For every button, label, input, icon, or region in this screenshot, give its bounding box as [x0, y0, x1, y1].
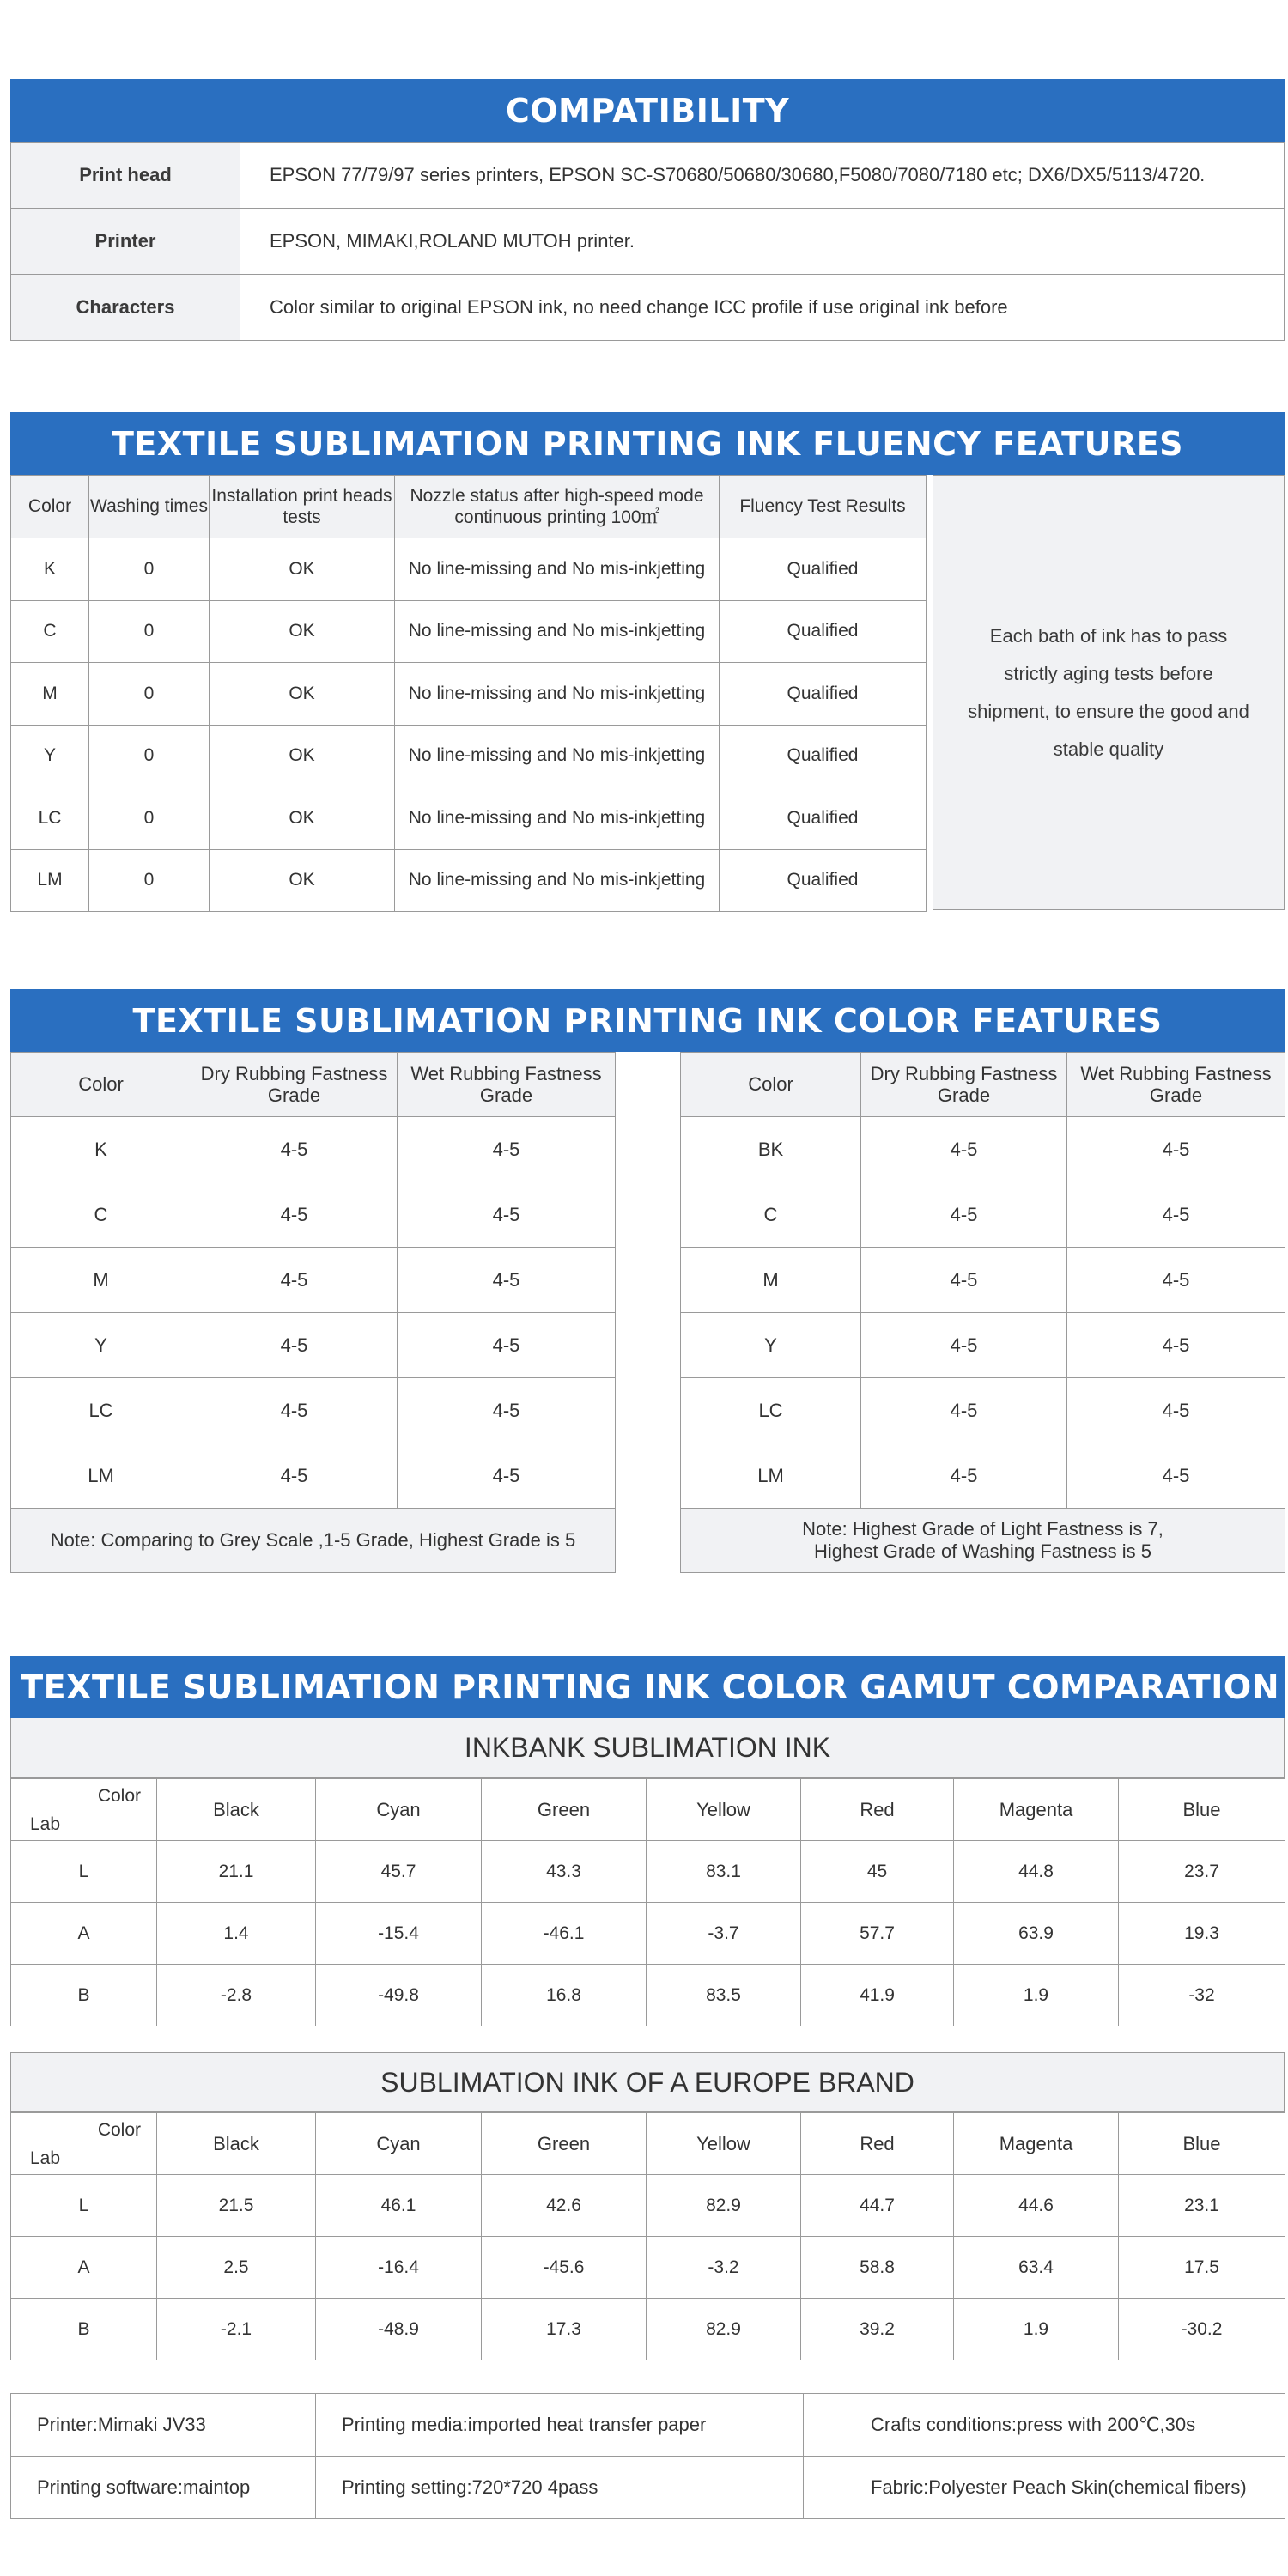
- table-cell: 4-5: [861, 1313, 1067, 1378]
- table-row: [681, 1117, 1285, 1182]
- column-header: Nozzle status after high-speed mode continuous printing 100㎡: [395, 476, 720, 538]
- table-cell: 4-5: [861, 1182, 1067, 1248]
- corner-color-label: Color: [97, 1786, 141, 1806]
- table-cell: Y: [11, 1313, 191, 1378]
- table-cell: OK: [210, 538, 395, 601]
- table-cell: LM: [11, 849, 89, 912]
- corner-lab-label: Lab: [30, 2148, 61, 2168]
- grey-scale-note: Note: Comparing to Grey Scale ,1-5 Grade, Highest Grade is 5: [11, 1509, 616, 1573]
- condition-cell: Fabric:Polyester Peach Skin(chemical fibers): [804, 2457, 1285, 2519]
- table-cell: 63.9: [954, 1903, 1119, 1965]
- lab-label: B: [11, 2299, 157, 2360]
- lab-label: A: [11, 2237, 157, 2299]
- table-cell: 45.7: [316, 1841, 482, 1903]
- column-header: Color: [681, 1053, 861, 1117]
- condition-cell: Printing media:imported heat transfer paper: [316, 2394, 804, 2457]
- table-cell: 21.5: [157, 2175, 316, 2237]
- table-row: [11, 275, 1285, 341]
- column-header: Green: [482, 2113, 647, 2175]
- table-cell: -15.4: [316, 1903, 482, 1965]
- table-row: [11, 1841, 1285, 1903]
- table-cell: -2.8: [157, 1965, 316, 2026]
- table-cell: OK: [210, 725, 395, 787]
- table-row: [11, 1378, 616, 1443]
- table-note-row: [681, 1509, 1285, 1573]
- column-header: Installation print heads tests: [210, 476, 395, 538]
- column-header: Magenta: [954, 2113, 1119, 2175]
- fluency-table: [10, 475, 927, 912]
- color-features-title: TEXTILE SUBLIMATION PRINTING INK COLOR FEATURES: [10, 989, 1285, 1052]
- column-header: Fluency Test Results: [720, 476, 927, 538]
- table-row: [11, 1443, 616, 1509]
- table-cell: Qualified: [720, 600, 927, 663]
- table-cell: -30.2: [1119, 2299, 1285, 2360]
- corner-header: [11, 1779, 157, 1841]
- gamut-section: [10, 1656, 1285, 2360]
- table-cell: 4-5: [398, 1313, 616, 1378]
- table-row: [11, 1248, 616, 1313]
- table-row: [11, 2299, 1285, 2360]
- table-cell: Qualified: [720, 725, 927, 787]
- table-cell: 1.9: [954, 1965, 1119, 2026]
- table-cell: 4-5: [861, 1443, 1067, 1509]
- table-cell: 0: [89, 725, 210, 787]
- table-row: [11, 1313, 616, 1378]
- table-cell: C: [11, 600, 89, 663]
- table-cell: 23.1: [1119, 2175, 1285, 2237]
- table-cell: 4-5: [1067, 1313, 1285, 1378]
- table-cell: Qualified: [720, 849, 927, 912]
- table-cell: -3.7: [647, 1903, 801, 1965]
- table-cell: 83.5: [647, 1965, 801, 2026]
- table-header-row: [11, 1053, 616, 1117]
- table-cell: 1.9: [954, 2299, 1119, 2360]
- row-value: EPSON 77/79/97 series printers, EPSON SC-S70680/50680/30680,F5080/7080/7180 etc; DX6/DX5/5113/4720.: [240, 143, 1285, 209]
- table-cell: 4-5: [1067, 1443, 1285, 1509]
- table-cell: 83.1: [647, 1841, 801, 1903]
- corner-color-label: Color: [97, 2120, 141, 2140]
- table-cell: 63.4: [954, 2237, 1119, 2299]
- table-cell: 44.6: [954, 2175, 1119, 2237]
- table-cell: 4-5: [191, 1378, 398, 1443]
- table-cell: M: [11, 663, 89, 726]
- table-cell: 82.9: [647, 2299, 801, 2360]
- table-cell: -46.1: [482, 1903, 647, 1965]
- table-cell: No line-missing and No mis-inkjetting: [395, 600, 720, 663]
- inkbank-title: INKBANK SUBLIMATION INK: [10, 1718, 1285, 1778]
- table-row: [11, 849, 927, 912]
- table-cell: No line-missing and No mis-inkjetting: [395, 663, 720, 726]
- table-cell: 46.1: [316, 2175, 482, 2237]
- table-cell: No line-missing and No mis-inkjetting: [395, 787, 720, 850]
- table-cell: 17.3: [482, 2299, 647, 2360]
- table-cell: 39.2: [801, 2299, 954, 2360]
- column-header: Yellow: [647, 1779, 801, 1841]
- table-cell: Qualified: [720, 538, 927, 601]
- row-value: EPSON, MIMAKI,ROLAND MUTOH printer.: [240, 209, 1285, 275]
- table-row: [11, 538, 927, 601]
- table-cell: -32: [1119, 1965, 1285, 2026]
- table-row: [11, 2457, 1285, 2519]
- table-cell: 44.8: [954, 1841, 1119, 1903]
- table-cell: -16.4: [316, 2237, 482, 2299]
- column-header: Dry Rubbing Fastness Grade: [861, 1053, 1067, 1117]
- table-cell: 44.7: [801, 2175, 954, 2237]
- column-header: Black: [157, 1779, 316, 1841]
- column-header: Yellow: [647, 2113, 801, 2175]
- table-cell: LC: [681, 1378, 861, 1443]
- condition-cell: Crafts conditions:press with 200℃,30s: [804, 2394, 1285, 2457]
- compatibility-title: COMPATIBILITY: [10, 79, 1285, 142]
- table-row: [681, 1443, 1285, 1509]
- rubbing-fastness-table-right: [680, 1052, 1285, 1573]
- column-header: Green: [482, 1779, 647, 1841]
- table-cell: Y: [681, 1313, 861, 1378]
- table-cell: 4-5: [1067, 1378, 1285, 1443]
- table-cell: OK: [210, 787, 395, 850]
- table-cell: No line-missing and No mis-inkjetting: [395, 849, 720, 912]
- quality-note: Each bath of ink has to pass strictly aging tests before shipment, to ensure the good and stable quality: [933, 475, 1285, 910]
- table-cell: 57.7: [801, 1903, 954, 1965]
- column-header: Cyan: [316, 2113, 482, 2175]
- table-cell: 1.4: [157, 1903, 316, 1965]
- table-cell: 4-5: [191, 1443, 398, 1509]
- fastness-note-line2: Highest Grade of Washing Fastness is 5: [814, 1540, 1151, 1562]
- fluency-title: TEXTILE SUBLIMATION PRINTING INK FLUENCY FEATURES: [10, 412, 1285, 475]
- table-cell: 4-5: [861, 1117, 1067, 1182]
- table-cell: 21.1: [157, 1841, 316, 1903]
- table-cell: 43.3: [482, 1841, 647, 1903]
- row-value: Color similar to original EPSON ink, no need change ICC profile if use original ink before: [240, 275, 1285, 341]
- table-cell: LM: [681, 1443, 861, 1509]
- gamut-title: TEXTILE SUBLIMATION PRINTING INK COLOR GAMUT COMPARATION: [10, 1656, 1285, 1718]
- table-cell: OK: [210, 600, 395, 663]
- table-cell: -49.8: [316, 1965, 482, 2026]
- table-cell: 45: [801, 1841, 954, 1903]
- europe-title: SUBLIMATION INK OF A EUROPE BRAND: [10, 2052, 1285, 2112]
- europe-gamut-table: [10, 2112, 1285, 2360]
- fluency-section: [10, 412, 1285, 912]
- table-cell: 0: [89, 600, 210, 663]
- table-row: [11, 1117, 616, 1182]
- table-cell: 41.9: [801, 1965, 954, 2026]
- table-cell: -45.6: [482, 2237, 647, 2299]
- compatibility-section: [10, 79, 1285, 341]
- inkbank-gamut-table: [10, 1778, 1285, 2026]
- table-row: [11, 600, 927, 663]
- table-row: [11, 2237, 1285, 2299]
- column-header: Cyan: [316, 1779, 482, 1841]
- fastness-note-line1: Note: Highest Grade of Light Fastness is 7,: [802, 1517, 1163, 1540]
- table-cell: M: [11, 1248, 191, 1313]
- column-header: Red: [801, 2113, 954, 2175]
- table-row: [681, 1248, 1285, 1313]
- column-header: Blue: [1119, 1779, 1285, 1841]
- table-cell: K: [11, 1117, 191, 1182]
- corner-header: [11, 2113, 157, 2175]
- table-cell: No line-missing and No mis-inkjetting: [395, 725, 720, 787]
- table-cell: 4-5: [1067, 1117, 1285, 1182]
- table-header-row: [11, 1779, 1285, 1841]
- table-cell: LM: [11, 1443, 191, 1509]
- column-header: Wet Rubbing Fastness Grade: [398, 1053, 616, 1117]
- rubbing-fastness-table-left: [10, 1052, 616, 1573]
- column-header: Blue: [1119, 2113, 1285, 2175]
- fastness-note: [681, 1509, 1285, 1573]
- table-cell: 16.8: [482, 1965, 647, 2026]
- table-cell: 0: [89, 538, 210, 601]
- color-features-section: [10, 989, 1285, 1573]
- lab-label: A: [11, 1903, 157, 1965]
- table-cell: 19.3: [1119, 1903, 1285, 1965]
- column-header: Dry Rubbing Fastness Grade: [191, 1053, 398, 1117]
- condition-cell: Printing setting:720*720 4pass: [316, 2457, 804, 2519]
- lab-label: L: [11, 1841, 157, 1903]
- table-row: [681, 1313, 1285, 1378]
- table-cell: OK: [210, 849, 395, 912]
- lab-label: L: [11, 2175, 157, 2237]
- table-cell: 4-5: [191, 1248, 398, 1313]
- column-header: Black: [157, 2113, 316, 2175]
- table-cell: 4-5: [191, 1182, 398, 1248]
- table-row: [11, 143, 1285, 209]
- table-cell: 2.5: [157, 2237, 316, 2299]
- table-cell: 23.7: [1119, 1841, 1285, 1903]
- column-header: Color: [11, 476, 89, 538]
- column-header: Wet Rubbing Fastness Grade: [1067, 1053, 1285, 1117]
- test-conditions-table: [10, 2393, 1285, 2519]
- table-cell: -48.9: [316, 2299, 482, 2360]
- table-cell: K: [11, 538, 89, 601]
- row-label: Printer: [11, 209, 240, 275]
- table-cell: 4-5: [398, 1117, 616, 1182]
- table-cell: 58.8: [801, 2237, 954, 2299]
- europe-block: [10, 2052, 1285, 2360]
- table-row: [11, 2394, 1285, 2457]
- table-cell: No line-missing and No mis-inkjetting: [395, 538, 720, 601]
- table-cell: OK: [210, 663, 395, 726]
- table-cell: 17.5: [1119, 2237, 1285, 2299]
- table-row: [681, 1378, 1285, 1443]
- table-cell: 0: [89, 787, 210, 850]
- table-cell: 42.6: [482, 2175, 647, 2237]
- table-header-row: [681, 1053, 1285, 1117]
- table-header-row: [11, 2113, 1285, 2175]
- table-cell: LC: [11, 787, 89, 850]
- table-row: [11, 209, 1285, 275]
- table-row: [11, 2175, 1285, 2237]
- compatibility-table: [10, 142, 1285, 341]
- condition-cell: Printing software:maintop: [11, 2457, 316, 2519]
- table-cell: BK: [681, 1117, 861, 1182]
- table-cell: Qualified: [720, 663, 927, 726]
- table-cell: 0: [89, 849, 210, 912]
- table-cell: 4-5: [191, 1117, 398, 1182]
- table-cell: Y: [11, 725, 89, 787]
- table-cell: -3.2: [647, 2237, 801, 2299]
- column-header: Red: [801, 1779, 954, 1841]
- table-header-row: [11, 476, 927, 538]
- table-note-row: [11, 1509, 616, 1573]
- table-cell: -2.1: [157, 2299, 316, 2360]
- table-row: [11, 1965, 1285, 2026]
- column-header: Washing times: [89, 476, 210, 538]
- table-cell: 4-5: [191, 1313, 398, 1378]
- row-label: Print head: [11, 143, 240, 209]
- table-row: [11, 663, 927, 726]
- row-label: Characters: [11, 275, 240, 341]
- table-cell: Qualified: [720, 787, 927, 850]
- column-header: Color: [11, 1053, 191, 1117]
- table-row: [11, 1182, 616, 1248]
- table-row: [11, 1903, 1285, 1965]
- table-row: [11, 787, 927, 850]
- table-cell: C: [11, 1182, 191, 1248]
- table-cell: 4-5: [1067, 1248, 1285, 1313]
- table-cell: M: [681, 1248, 861, 1313]
- lab-label: B: [11, 1965, 157, 2026]
- table-cell: 4-5: [1067, 1182, 1285, 1248]
- table-row: [11, 725, 927, 787]
- table-cell: C: [681, 1182, 861, 1248]
- table-cell: 4-5: [398, 1248, 616, 1313]
- table-cell: 0: [89, 663, 210, 726]
- table-cell: LC: [11, 1378, 191, 1443]
- corner-lab-label: Lab: [30, 1814, 61, 1834]
- table-cell: 82.9: [647, 2175, 801, 2237]
- table-cell: 4-5: [861, 1378, 1067, 1443]
- inkbank-block: [10, 1718, 1285, 2026]
- table-cell: 4-5: [398, 1378, 616, 1443]
- table-cell: 4-5: [861, 1248, 1067, 1313]
- table-cell: 4-5: [398, 1443, 616, 1509]
- test-conditions-section: [10, 2393, 1285, 2519]
- condition-cell: Printer:Mimaki JV33: [11, 2394, 316, 2457]
- table-cell: 4-5: [398, 1182, 616, 1248]
- column-header: Magenta: [954, 1779, 1119, 1841]
- table-row: [681, 1182, 1285, 1248]
